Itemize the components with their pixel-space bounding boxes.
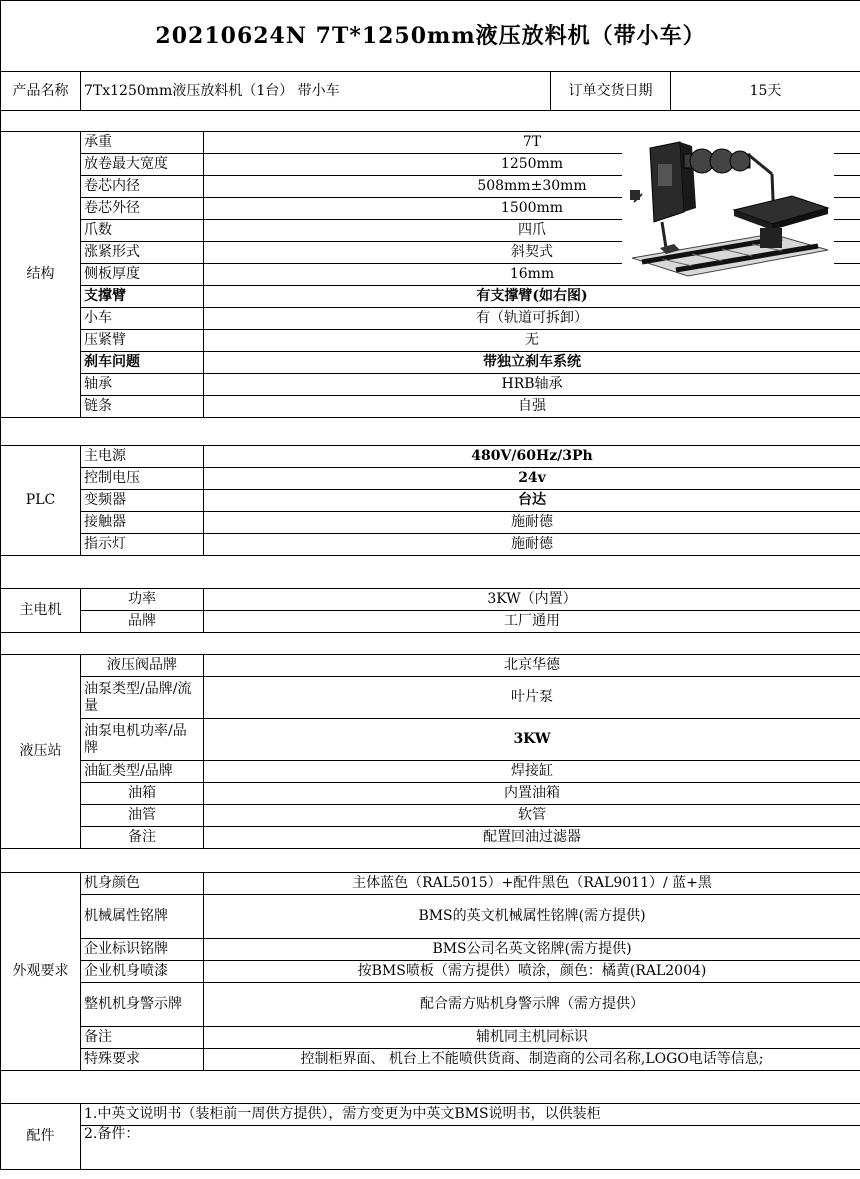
product-name-value: 7Tx1250mm液压放料机（1台） 带小车: [81, 72, 551, 111]
spec-label: 主电源: [81, 446, 204, 468]
spec-value: 3KW: [204, 719, 860, 761]
spec-value: 配置回油过滤器: [204, 827, 860, 849]
spec-value: 无: [204, 330, 860, 352]
spec-label: 侧板厚度: [81, 264, 204, 286]
spec-label: 特殊要求: [81, 1049, 204, 1071]
spec-label: 机身颜色: [81, 873, 204, 895]
spec-label: 接触器: [81, 512, 204, 534]
spec-label: 备注: [81, 1027, 204, 1049]
spec-value: 叶片泵: [204, 677, 860, 719]
decoiler-machine-icon: [622, 138, 834, 280]
accessories-line-1: 1.中英文说明书（装柜前一周供方提供），需方变更为中英文BMS说明书，以供装柜: [81, 1104, 860, 1126]
spec-label: 卷芯外径: [81, 198, 204, 220]
spec-value: 软管: [204, 805, 860, 827]
spec-value: BMS的英文机械属性铭牌(需方提供): [204, 895, 860, 939]
spec-label: 企业机身喷漆: [81, 961, 204, 983]
spacer-row: [1, 556, 860, 589]
spec-value: 480V/60Hz/3Ph: [204, 446, 860, 468]
spec-value: 四爪: [204, 220, 860, 242]
spec-label: 承重: [81, 132, 204, 154]
spec-label: 压紧臂: [81, 330, 204, 352]
spacer-row: [1, 418, 860, 446]
spec-value: 台达: [204, 490, 860, 512]
spec-value: 施耐德: [204, 534, 860, 556]
spec-value: 带独立刹车系统: [204, 352, 860, 374]
spec-value: 3KW（内置）: [204, 589, 860, 611]
spec-value: 配合需方贴机身警示牌（需方提供）: [204, 983, 860, 1027]
spec-label: 备注: [81, 827, 204, 849]
spec-label: 机械属性铭牌: [81, 895, 204, 939]
spec-value: 斜契式: [204, 242, 860, 264]
spec-value: 北京华德: [204, 655, 860, 677]
spec-value: 自强: [204, 396, 860, 418]
spec-value: 施耐德: [204, 512, 860, 534]
spec-label: 油泵类型/品牌/流量: [81, 677, 204, 719]
spec-label: 轴承: [81, 374, 204, 396]
product-name-label: 产品名称: [1, 72, 81, 111]
spec-label: 指示灯: [81, 534, 204, 556]
section-hydraulic-station: 液压站: [1, 655, 81, 849]
spec-label: 企业标识铭牌: [81, 939, 204, 961]
spec-value: 按BMS喷板（需方提供）喷涂，颜色：橘黄(RAL2004): [204, 961, 860, 983]
spec-value: 1500mm: [204, 198, 860, 220]
section-structure: 结构: [1, 132, 81, 418]
accessories-line-2: 2.备件：: [81, 1126, 860, 1170]
spec-value: 控制柜界面、 机台上不能喷供货商、制造商的公司名称,LOGO电话等信息;: [204, 1049, 860, 1071]
spec-label: 功率: [81, 589, 204, 611]
page-title: 20210624N 7T*1250mm液压放料机（带小车）: [1, 1, 860, 72]
spec-label: 卷芯内径: [81, 176, 204, 198]
spec-value: 508mm±30mm: [204, 176, 860, 198]
spec-value: 有（轨道可拆卸）: [204, 308, 860, 330]
spec-value: 焊接缸: [204, 761, 860, 783]
spec-label: 控制电压: [81, 468, 204, 490]
spec-value: 有支撑臂(如右图): [204, 286, 860, 308]
spec-label: 刹车问题: [81, 352, 204, 374]
spec-value: HRB轴承: [204, 374, 860, 396]
spec-label: 油管: [81, 805, 204, 827]
spec-value: 1250mm: [204, 154, 860, 176]
spec-label: 链条: [81, 396, 204, 418]
section-appearance: 外观要求: [1, 873, 81, 1071]
spec-value: 24v: [204, 468, 860, 490]
delivery-date-value: 15天: [671, 72, 860, 111]
section-accessories: 配件: [1, 1104, 81, 1170]
spec-label: 小车: [81, 308, 204, 330]
spec-value: 辅机同主机同标识: [204, 1027, 860, 1049]
delivery-date-label: 订单交货日期: [551, 72, 671, 111]
spec-label: 爪数: [81, 220, 204, 242]
spacer-row: [1, 1071, 860, 1104]
spec-label: 变频器: [81, 490, 204, 512]
spec-label: 油泵电机功率/品牌: [81, 719, 204, 761]
spec-label: 整机机身警示牌: [81, 983, 204, 1027]
spec-label: 品牌: [81, 611, 204, 633]
spec-value: 7T: [204, 132, 860, 154]
spec-value: 主体蓝色（RAL5015）+配件黑色（RAL9011）/ 蓝+黑: [204, 873, 860, 895]
spec-label: 油缸类型/品牌: [81, 761, 204, 783]
spec-value: 工厂通用: [204, 611, 860, 633]
spec-value: 内置油箱: [204, 783, 860, 805]
spec-label: 液压阀品牌: [81, 655, 204, 677]
spec-value: BMS公司名英文铭牌(需方提供): [204, 939, 860, 961]
section-plc: PLC: [1, 446, 81, 556]
spec-label: 油箱: [81, 783, 204, 805]
spec-value: 16mm: [204, 264, 860, 286]
spec-label: 支撑臂: [81, 286, 204, 308]
spacer-row: [1, 849, 860, 873]
spec-label: 放卷最大宽度: [81, 154, 204, 176]
spacer-row: [1, 633, 860, 655]
spacer-row: [1, 111, 860, 132]
machine-image: [622, 138, 834, 280]
spec-label: 涨紧形式: [81, 242, 204, 264]
section-main-motor: 主电机: [1, 589, 81, 633]
